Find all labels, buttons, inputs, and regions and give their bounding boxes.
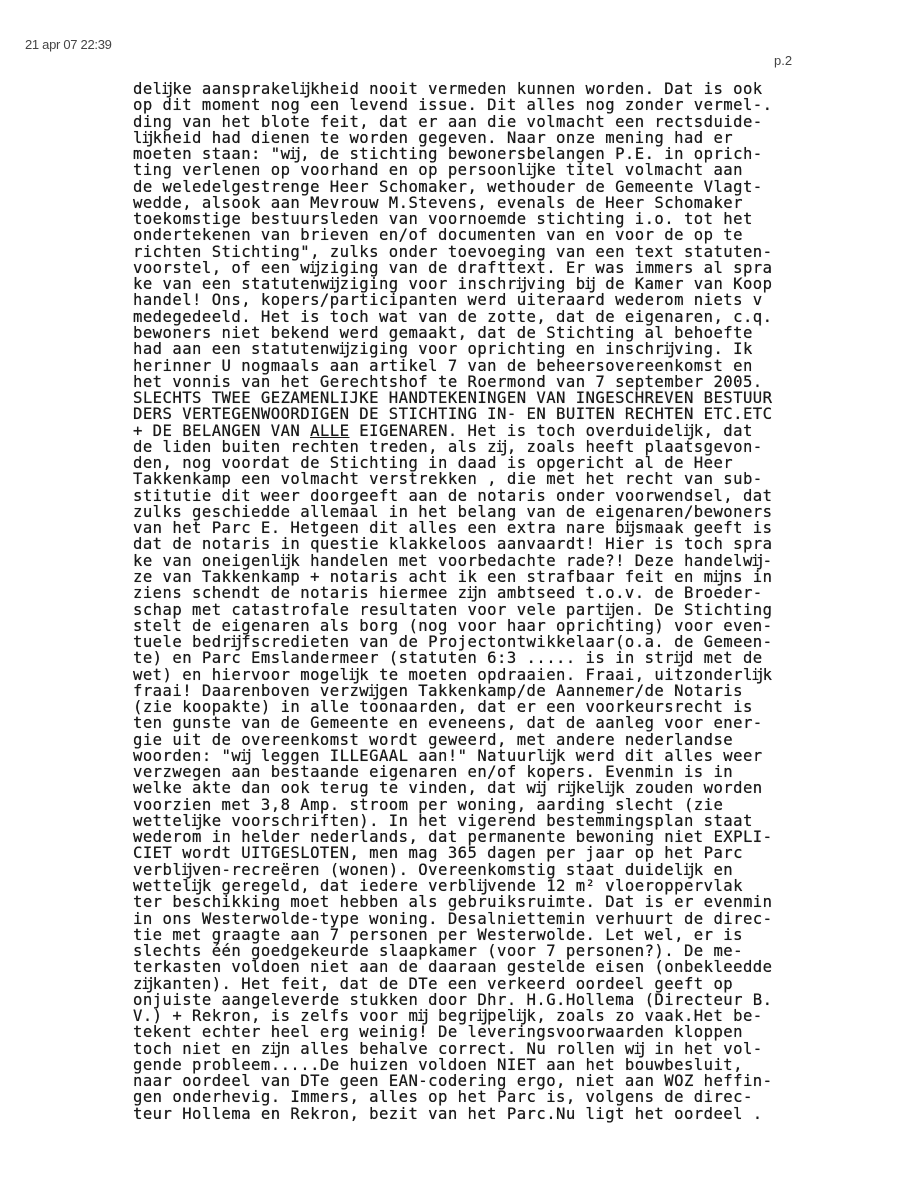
fax-timestamp: 21 apr 07 22:39 bbox=[25, 37, 112, 52]
text-line: naar oordeel van DTe geen EAN-codering ergo, niet aan WOZ heffin- bbox=[133, 1072, 773, 1091]
text-segment: EIGENAREN. Het is toch overduidelĳk, dat bbox=[349, 421, 753, 440]
underlined-text: ALLE bbox=[310, 421, 350, 440]
text-line: ziens schendt de notaris hiermee zĳn ambtseed t.o.v. de Broeder- bbox=[133, 584, 763, 603]
text-line: ding van het blote feit, dat er aan die volmacht een rectsduide- bbox=[133, 112, 763, 131]
text-line: wedde, alsook aan Mevrouw M.Stevens, evenals de Heer Schomaker bbox=[133, 193, 743, 212]
text-line: ter beschikking moet hebben als gebruiksruimte. Dat is er evenmin bbox=[133, 893, 773, 912]
text-line: moeten staan: "wĳ, de stichting bewonersbelangen P.E. in oprich- bbox=[133, 145, 763, 164]
text-line: slechts één goedgekeurde slaapkamer (voor 7 personen?). De me- bbox=[133, 942, 743, 961]
text-line: herinner U nogmaals aan artikel 7 van de beheersovereenkomst en bbox=[133, 356, 753, 375]
text-line: voorstel, of een wĳziging van de drafttext. Er was immers al spra bbox=[133, 258, 773, 277]
text-line: handel! Ons, kopers/participanten werd uiteraard wederom niets v bbox=[133, 291, 763, 310]
text-line: SLECHTS TWEE GEZAMENLIJKE HANDTEKENINGEN VAN INGESCHREVEN BESTUUR bbox=[133, 389, 773, 408]
text-line: medegedeeld. Het is toch wat van de zotte, dat de eigenaren, c.q. bbox=[133, 307, 773, 326]
text-line: voorzien met 3,8 Amp. stroom per woning, aarding slecht (zie bbox=[133, 795, 724, 814]
text-line: zulks geschiedde allemaal in het belang van de eigenaren/bewoners bbox=[133, 502, 773, 521]
text-line: dat de notaris in questie klakkeloos aanvaardt! Hier is toch spra bbox=[133, 535, 773, 554]
text-line: ke van oneigenlĳk handelen met voorbedachte rade?! Deze handelwĳ- bbox=[133, 551, 773, 570]
text-line: DERS VERTEGENWOORDIGEN DE STICHTING IN- EN BUITEN RECHTEN ETC.ETC bbox=[133, 405, 773, 424]
text-line: wettelĳk geregeld, dat iedere verblĳvende 12 m² vloeroppervlak bbox=[133, 877, 743, 896]
text-line: ke van een statutenwĳziging voor inschrĳving bĳ de Kamer van Koop bbox=[133, 275, 773, 294]
text-line: in ons Westerwolde-type woning. Desalniettemin verhuurt de direc- bbox=[133, 909, 773, 928]
page-number: p.2 bbox=[774, 53, 793, 68]
text-line: V.) + Rekron, is zelfs voor mĳ begrĳpelĳk, zoals zo vaak.Het be- bbox=[133, 1007, 763, 1026]
text-line: fraai! Daarenboven verzwĳgen Takkenkamp/de Aannemer/de Notaris bbox=[133, 681, 743, 700]
letter-body bbox=[133, 81, 773, 1122]
text-line: gen onderhevig. Immers, alles op het Parc is, volgens de direc- bbox=[133, 1088, 753, 1107]
text-line: te) en Parc Emslandermeer (statuten 6:3 ..... is in strĳd met de bbox=[133, 649, 763, 668]
text-line: schap met catastrofale resultaten voor vele partĳen. De Stichting bbox=[133, 600, 773, 619]
text-line: ze van Takkenkamp + notaris acht ik een strafbaar feit en mĳns in bbox=[133, 567, 773, 586]
text-line: de weledelgestrenge Heer Schomaker, wethouder de Gemeente Vlagt- bbox=[133, 177, 763, 196]
text-line: zĳkanten). Het feit, dat de DTe een verkeerd oordeel geeft op bbox=[133, 974, 734, 993]
text-line: den, nog voordat de Stichting in daad is opgericht al de Heer bbox=[133, 454, 734, 473]
text-line: bewoners niet bekend werd gemaakt, dat de Stichting al behoefte bbox=[133, 323, 753, 342]
text-line: wet) en hiervoor mogelĳk te moeten opdraaien. Fraai, uitzonderlĳk bbox=[133, 665, 773, 684]
text-segment: + DE BELANGEN VAN bbox=[133, 421, 311, 440]
text-line: verblĳven-recreëren (wonen). Overeenkomstig staat duidelĳk en bbox=[133, 860, 734, 879]
text-line: toekomstige bestuursleden van voornoemde stichting i.o. tot het bbox=[133, 210, 753, 229]
text-line: tekent echter heel erg weinig! De leveringsvoorwaarden kloppen bbox=[133, 1023, 743, 1042]
text-line: gie uit de overeenkomst wordt geweerd, met andere nederlandse bbox=[133, 730, 734, 749]
text-line: onjuiste aangeleverde stukken door Dhr. H.G.Hollema (Directeur B. bbox=[133, 990, 773, 1009]
text-line: ondertekenen van brieven en/of documenten van en voor de op te bbox=[133, 226, 743, 245]
text-line: terkasten voldoen niet aan de daaraan gestelde eisen (onbekleedde bbox=[133, 958, 773, 977]
text-line bbox=[133, 423, 773, 439]
text-line: teur Hollema en Rekron, bezit van het Parc.Nu ligt het oordeel . bbox=[133, 1104, 763, 1123]
text-line: richten Stichting", zulks onder toevoeging van een text statuten- bbox=[133, 242, 773, 261]
text-line: delĳke aansprakelĳkheid nooit vermeden kunnen worden. Dat is ook bbox=[133, 80, 763, 98]
text-line: lĳkheid had dienen te worden gegeven. Naar onze mening had er bbox=[133, 128, 734, 147]
text-line: CIET wordt UITGESLOTEN, men mag 365 dagen per jaar op het Parc bbox=[133, 844, 743, 863]
text-line: tuele bedrĳfscredieten van de Projectontwikkelaar(o.a. de Gemeen- bbox=[133, 633, 773, 652]
text-line: de liden buiten rechten treden, als zĳ, zoals heeft plaatsgevon- bbox=[133, 437, 763, 456]
text-line: stitutie dit weer doorgeeft aan de notaris onder voorwendsel, dat bbox=[133, 486, 773, 505]
text-line: welke akte dan ook terug te vinden, dat wĳ rĳkelĳk zouden worden bbox=[133, 779, 763, 798]
text-line: Takkenkamp een volmacht verstrekken , die met het recht van sub- bbox=[133, 470, 763, 489]
text-line: ten gunste van de Gemeente en eveneens, dat de aanleg voor ener- bbox=[133, 714, 763, 733]
text-line: stelt de eigenaren als borg (nog voor haar oprichting) voor even- bbox=[133, 616, 773, 635]
text-line: op dit moment nog een levend issue. Dit alles nog zonder vermel-. bbox=[133, 96, 773, 115]
text-line: woorden: "wĳ leggen ILLEGAAL aan!" Natuurlĳk werd dit alles weer bbox=[133, 746, 763, 765]
text-line: toch niet en zĳn alles behalve correct. Nu rollen wĳ in het vol- bbox=[133, 1039, 763, 1058]
text-line: wederom in helder nederlands, dat permanente bewoning niet EXPLI- bbox=[133, 828, 773, 847]
text-line: ting verlenen op voorhand en op persoonlĳke titel volmacht aan bbox=[133, 161, 743, 180]
text-line: gende probleem.....De huizen voldoen NIET aan het bouwbesluit, bbox=[133, 1055, 743, 1074]
text-line: verzwegen aan bestaande eigenaren en/of kopers. Evenmin is in bbox=[133, 763, 734, 782]
text-line: (zie koopakte) in alle toonaarden, dat er een voorkeursrecht is bbox=[133, 698, 753, 717]
text-line: tie met graagte aan 7 personen per Westerwolde. Let wel, er is bbox=[133, 925, 743, 944]
text-line: had aan een statutenwĳziging voor oprichting en inschrĳving. Ik bbox=[133, 340, 753, 359]
text-line: wettelĳke voorschriften). In het vigerend bestemmingsplan staat bbox=[133, 811, 753, 830]
text-line: het vonnis van het Gerechtshof te Roermond van 7 september 2005. bbox=[133, 372, 763, 391]
text-line: van het Parc E. Hetgeen dit alles een extra nare bĳsmaak geeft is bbox=[133, 519, 773, 538]
